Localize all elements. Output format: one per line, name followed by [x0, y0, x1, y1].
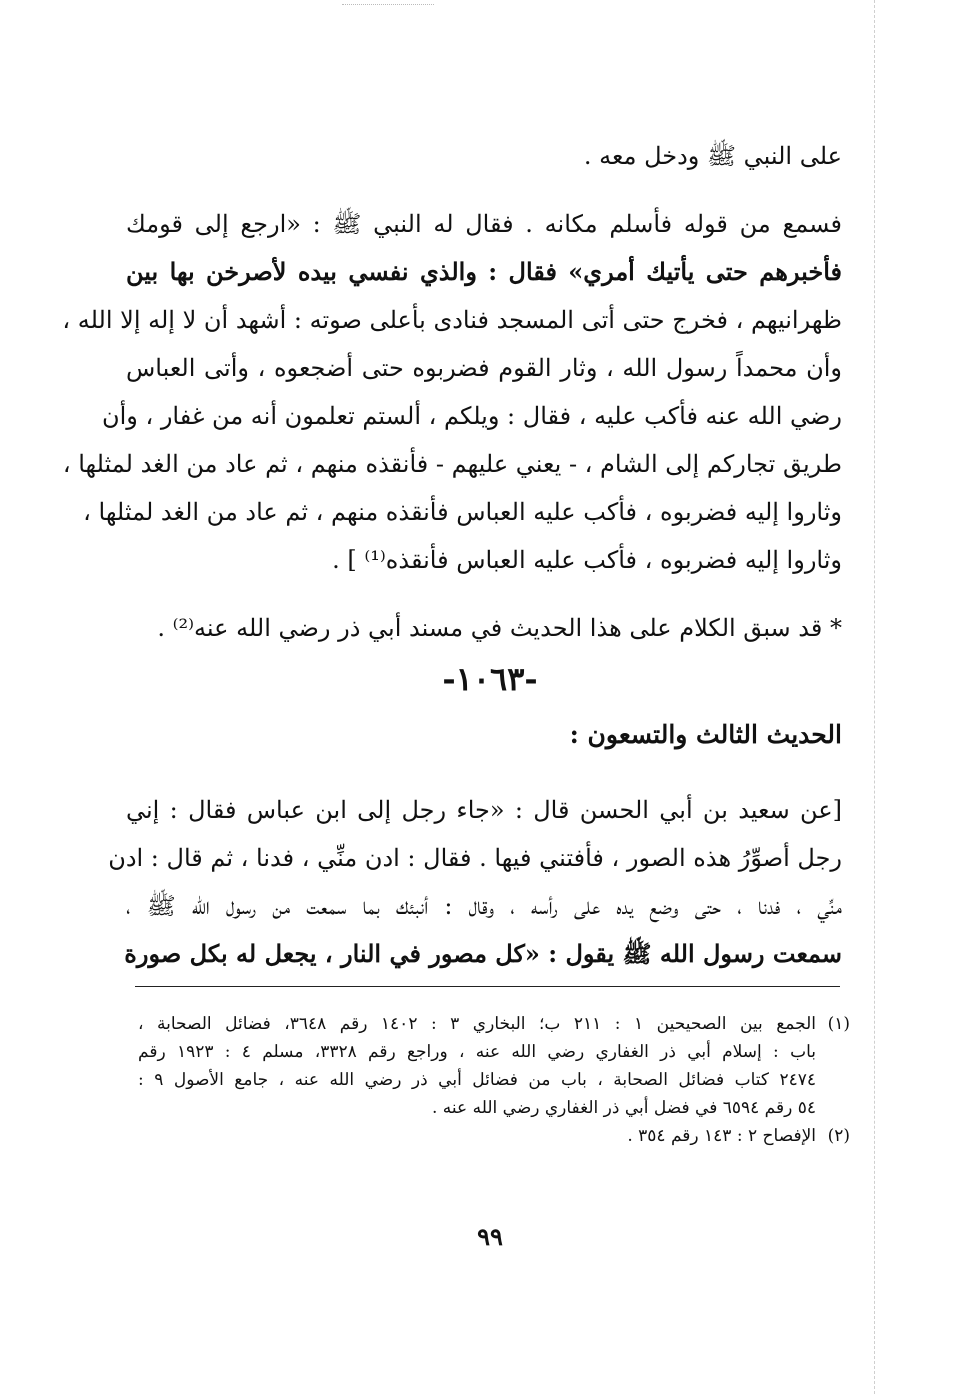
footnote-divider [135, 986, 840, 987]
section-heading: الحديث الثالث والتسعون : [569, 720, 842, 749]
paragraph-note [126, 604, 842, 652]
footnote-1 [138, 1010, 850, 1122]
footnote-line: ٢٤٧٤ كتاب فضائل الصحابة ، باب من فضائل أبي ذر رضي الله عنه ، جامع الأصول ٩ : [138, 1070, 816, 1090]
footnote-line: الجمع بين الصحيحين ١ : ٢١١ ب؛ البخاري ٣ : ١٤٠٢ رقم ٣٦٤٨، فضائل الصحابة ، [138, 1014, 816, 1034]
footnote-text [138, 1010, 816, 1122]
text-line: سمعت رسول الله ﷺ يقول : «كل مصور في النار ، يجعل له بكل صورة [124, 939, 842, 968]
text-line: [عن سعيد بن أبي الحسن قال : «جاء رجل إلى ابن عباس فقال : إني [126, 796, 842, 824]
text-line: * قد سبق الكلام على هذا الحديث في مسند أبي ذر رضي الله عنه⁽²⁾ . [157, 614, 842, 642]
text-line: رجل أصوِّرُ هذه الصور ، فأفتني فيها . فقال : ادن منِّي ، فدنا ، ثم قال : ادن [108, 844, 842, 872]
hadith-number: -١٠٦٣- [442, 660, 538, 698]
paragraph-2 [62, 200, 842, 584]
text-line: ظهرانيهم ، فخرج حتى أتى المسجد فنادى بأعلى صوته : أشهد أن لا إله إلا الله ، [62, 306, 842, 334]
text-line: فسمع من قوله فأسلم مكانه . فقال له النبي ﷺ : «ارجع إلى قومك [126, 210, 842, 238]
paragraph-3 [108, 786, 842, 978]
text-line: فأخبرهم حتى يأتيك أمري» فقال : والذي نفسي بيده لأصرخن بها بين [126, 257, 842, 286]
text-line: رضي الله عنه فأكب عليه ، فقال : ويلكم ، ألستم تعلمون أنه من غفار ، وأن [101, 402, 842, 430]
footnote-line: باب : إسلام أبي ذر الغفاري رضي الله عنه ، وراجع رقم ٣٣٢٨، مسلم ٤ : ١٩٢٣ رقم [138, 1042, 816, 1062]
page-number: ٩٩ [477, 1222, 503, 1251]
footnote-text [138, 1122, 816, 1150]
text-line: منِّي ، فدنا ، حتى وضع يده على رأسه ، وقال : أنبئك بما سمعت من رسول الله ﷺ ، [126, 892, 842, 920]
text-line: على النبي ﷺ ودخل معه . [583, 142, 842, 170]
footnotes [138, 1010, 850, 1150]
text-line: طريق تجاركم إلى الشام ، - يعني عليهم - فأنقذه منهم ، ثم عاد من الغد لمثلها ، [62, 450, 842, 478]
text-line: وثاروا إليه فضربوه ، فأكب عليه العباس فأنقذه⁽¹⁾ ] . [332, 546, 842, 574]
footnote-number: (٢) [827, 1126, 850, 1146]
text-line: وثاروا إليه فضربوه ، فأكب عليه العباس فأنقذه منهم ، ثم عاد من الغد لمثلها ، [83, 498, 842, 526]
text-line: وأن محمداً رسول الله ، وثار القوم فضربوه حتى أضجعوه ، وأتى العباس [126, 354, 842, 382]
top-scan-mark [342, 4, 434, 5]
footnote-line: الإفصاح ٢ : ١٤٣ رقم ٣٥٤ . [627, 1126, 816, 1146]
paragraph-1 [126, 132, 842, 180]
footnote-line: ٥٤ رقم ٦٥٩٤ في فضل أبي ذر الغفاري رضي الله عنه . [432, 1098, 816, 1118]
footnote-2 [138, 1122, 850, 1150]
footnote-number: (١) [827, 1014, 850, 1034]
